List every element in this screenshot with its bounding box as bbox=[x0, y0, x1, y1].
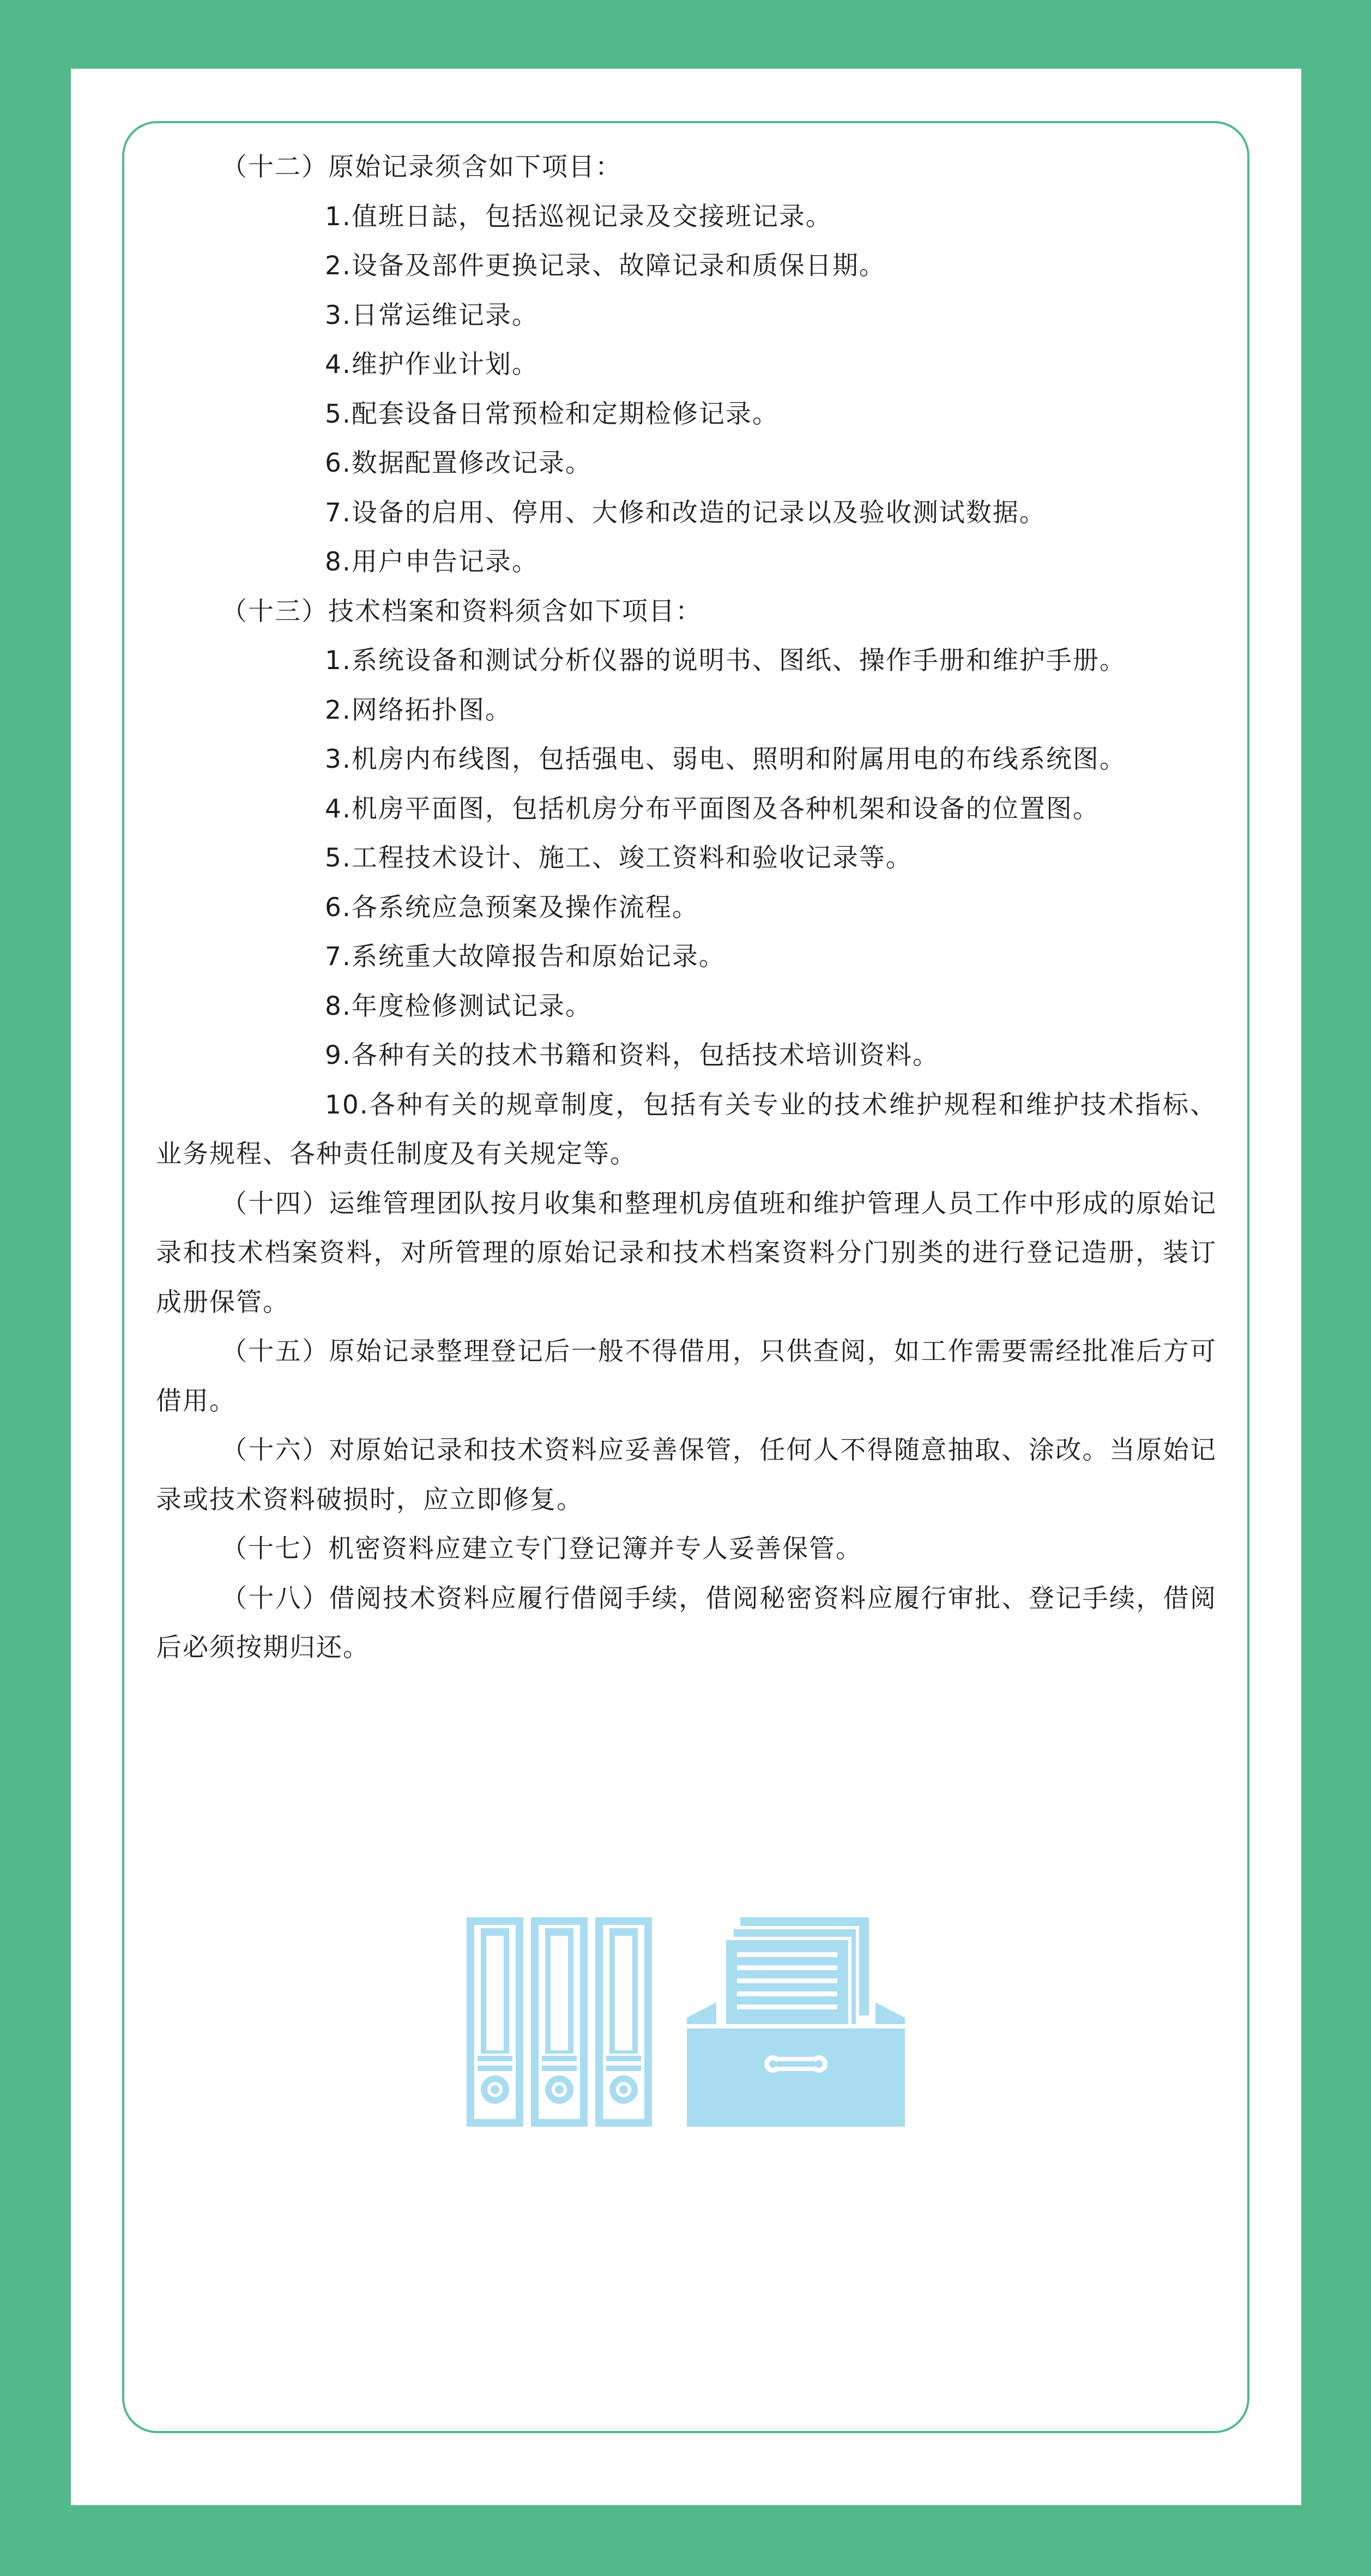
list-item: 2.网络拓扑图。 bbox=[325, 695, 512, 725]
illustration bbox=[467, 1917, 905, 2127]
list-item: 8.用户申告记录。 bbox=[325, 547, 539, 577]
list-item: 4.维护作业计划。 bbox=[325, 350, 539, 380]
file-box-icon bbox=[687, 1917, 905, 2127]
section-paragraph: （十六）对原始记录和技术资料应妥善保管，任何人不得随意抽取、涂改。当原始记录或技术资料破损时，应立即修复。 bbox=[156, 1435, 1217, 1515]
section-paragraph: （十四）运维管理团队按月收集和整理机房值班和维护管理人员工作中形成的原始记录和技术档案资料，对所管理的原始记录和技术档案资料分门别类的进行登记造册，装订成册保管。 bbox=[156, 1188, 1217, 1317]
list-item: 6.数据配置修改记录。 bbox=[325, 448, 592, 478]
section-paragraph: （十二）原始记录须含如下项目： bbox=[221, 152, 622, 182]
document-body bbox=[156, 143, 1217, 1673]
list-item: 10.各种有关的规章制度，包括有关专业的技术维护规程和维护技术指标、业务规程、各种责任制度及有关规定等。 bbox=[156, 1090, 1217, 1169]
list-item: 7.系统重大故障报告和原始记录。 bbox=[325, 942, 726, 972]
list-item: 5.工程技术设计、施工、竣工资料和验收记录等。 bbox=[325, 843, 913, 873]
list-item: 6.各系统应急预案及操作流程。 bbox=[325, 892, 699, 923]
binders-icon bbox=[467, 1917, 652, 2127]
list-item: 1.值班日誌，包括巡视记录及交接班记录。 bbox=[325, 201, 832, 232]
section-paragraph: （十八）借阅技术资料应履行借阅手续，借阅秘密资料应履行审批、登记手续，借阅后必须按期归还。 bbox=[156, 1583, 1217, 1663]
section-paragraph: （十七）机密资料应建立专门登记簿并专人妥善保管。 bbox=[221, 1534, 862, 1564]
section-paragraph: （十三）技术档案和资料须含如下项目： bbox=[221, 596, 702, 627]
list-item: 5.配套设备日常预检和定期检修记录。 bbox=[325, 399, 779, 429]
list-item: 9.各种有关的技术书籍和资料，包括技术培训资料。 bbox=[325, 1040, 939, 1070]
list-item: 7.设备的启用、停用、大修和改造的记录以及验收测试数据。 bbox=[325, 497, 1046, 528]
list-item: 2.设备及部件更换记录、故障记录和质保日期。 bbox=[325, 251, 886, 281]
list-item: 4.机房平面图，包括机房分布平面图及各种机架和设备的位置图。 bbox=[325, 793, 1100, 824]
list-item: 1.系统设备和测试分析仪器的说明书、图纸、操作手册和维护手册。 bbox=[325, 646, 1126, 676]
list-item: 3.机房内布线图，包括强电、弱电、照明和附属用电的布线系统图。 bbox=[325, 744, 1126, 774]
list-item: 3.日常运维记录。 bbox=[325, 300, 539, 330]
section-paragraph: （十五）原始记录整理登记后一般不得借用，只供查阅，如工作需要需经批准后方可借用。 bbox=[156, 1337, 1217, 1416]
list-item: 8.年度检修测试记录。 bbox=[325, 991, 592, 1021]
